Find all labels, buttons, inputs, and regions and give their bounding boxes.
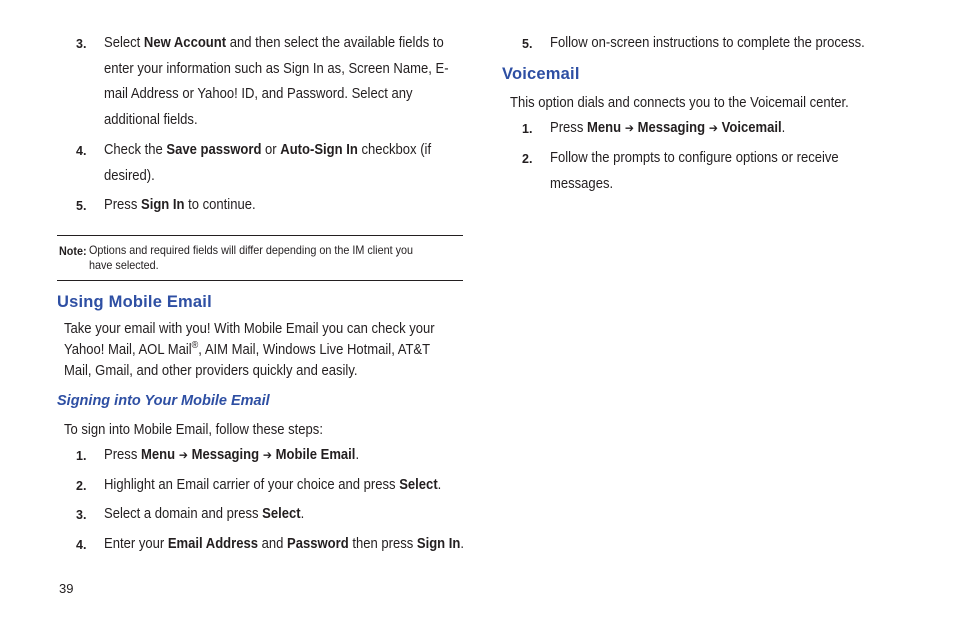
text-line (104, 31, 449, 57)
text-fragment: checkbox (if (357, 142, 432, 158)
section-heading: Voicemail (502, 65, 580, 83)
text-fragment: additional fields. (104, 111, 198, 128)
text-fragment: desired). (104, 167, 155, 184)
text-line (550, 116, 785, 142)
step-text (104, 31, 449, 133)
bold-term: Mobile Email (275, 447, 356, 463)
text-fragment: Enter your (104, 536, 168, 552)
text-fragment: or (261, 142, 281, 158)
arrow-icon: ➔ (621, 121, 638, 135)
text-fragment: to continue. (184, 197, 256, 213)
text-line (550, 172, 839, 198)
step-number: 4. (76, 538, 87, 552)
text-fragment: Press (550, 120, 587, 136)
text-fragment: . (781, 120, 786, 136)
text-line (104, 138, 431, 164)
step-number: 1. (76, 449, 87, 463)
step-number: 4. (76, 144, 87, 158)
text-line (104, 164, 431, 190)
text-fragment: Press (104, 197, 141, 213)
text-fragment: Highlight an Email carrier of your choice and press (104, 477, 400, 493)
arrow-icon: ➔ (705, 121, 722, 135)
text-fragment: . (460, 536, 465, 552)
note-line: Options and required fields will differ depending on the IM client you (89, 243, 413, 257)
arrow-icon: ➔ (175, 448, 192, 462)
bold-term: Messaging (637, 120, 706, 136)
text-line (550, 146, 839, 172)
note-top-rule (57, 235, 463, 236)
text-fragment: , AIM Mail, Windows Live Hotmail, AT&T (198, 342, 431, 358)
step-number: 3. (76, 37, 87, 51)
step-number: 2. (522, 152, 533, 166)
text-fragment: Select (104, 35, 144, 51)
text-line: Take your email with you! With Mobile Email you can check your (64, 321, 435, 337)
note-line: have selected. (89, 258, 159, 272)
text-fragment: and (258, 536, 288, 552)
bold-term: New Account (143, 35, 227, 51)
text-fragment: messages. (550, 175, 614, 192)
text-line (104, 193, 256, 219)
step-number: 2. (76, 479, 87, 493)
text-fragment: . (300, 506, 305, 522)
arrow-icon: ➔ (259, 448, 276, 462)
text-line: Mail, Gmail, and other providers quickly and easily. (64, 363, 358, 379)
bold-term: Voicemail (721, 120, 782, 136)
step-text (550, 116, 785, 142)
text-fragment: and then select the available fields to (226, 35, 444, 51)
text-fragment: Follow the prompts to configure options or receive (550, 150, 839, 166)
note-text (89, 243, 413, 273)
bold-term: Password (287, 536, 349, 552)
note-bottom-rule (57, 280, 463, 281)
text-line (64, 340, 435, 361)
bold-term: Menu (140, 447, 176, 463)
text-fragment: . (437, 477, 442, 493)
page-number: 39 (59, 581, 74, 596)
text-fragment: mail Address or Yahoo! ID, and Password. Select any (104, 86, 413, 102)
step-text (104, 443, 359, 469)
subsection-intro: To sign into Mobile Email, follow these steps: (64, 422, 323, 438)
registered-mark: ® (191, 340, 199, 352)
bold-term: Sign In (416, 536, 461, 552)
text-line (104, 57, 449, 83)
text-line (104, 108, 449, 134)
bold-term: Auto-Sign In (280, 142, 358, 158)
section-intro (64, 319, 435, 382)
bold-term: Sign In (140, 197, 185, 213)
step-text: Follow on-screen instructions to complete the process. (550, 35, 865, 51)
bold-term: Save password (166, 142, 262, 158)
text-fragment: Yahoo! Mail, AOL Mail (64, 342, 192, 358)
step-number: 1. (522, 122, 533, 136)
text-fragment: then press (348, 536, 417, 552)
step-text (550, 146, 839, 197)
text-fragment: enter your information such as Sign In as, Screen Name, E- (104, 60, 449, 77)
step-number: 3. (76, 508, 87, 522)
text-fragment: . (355, 447, 360, 463)
bold-term: Email Address (167, 536, 259, 552)
text-fragment: Check the (104, 142, 167, 158)
bold-term: Messaging (191, 447, 260, 463)
bold-term: Menu (586, 120, 622, 136)
bold-term: Select (399, 477, 438, 493)
step-text (104, 532, 464, 558)
text-line (104, 82, 449, 108)
step-text (104, 138, 431, 189)
step-text (104, 193, 256, 219)
step-number: 5. (522, 37, 533, 51)
bold-term: Select (262, 506, 301, 522)
note-label: Note: (59, 244, 87, 258)
step-text (104, 473, 441, 499)
section-intro: This option dials and connects you to the Voicemail center. (510, 95, 849, 111)
subsection-heading: Signing into Your Mobile Email (57, 393, 270, 409)
text-fragment: Select a domain and press (104, 506, 263, 522)
text-fragment: Press (104, 447, 141, 463)
step-number: 5. (76, 199, 87, 213)
step-text (104, 502, 304, 528)
section-heading: Using Mobile Email (57, 293, 212, 311)
